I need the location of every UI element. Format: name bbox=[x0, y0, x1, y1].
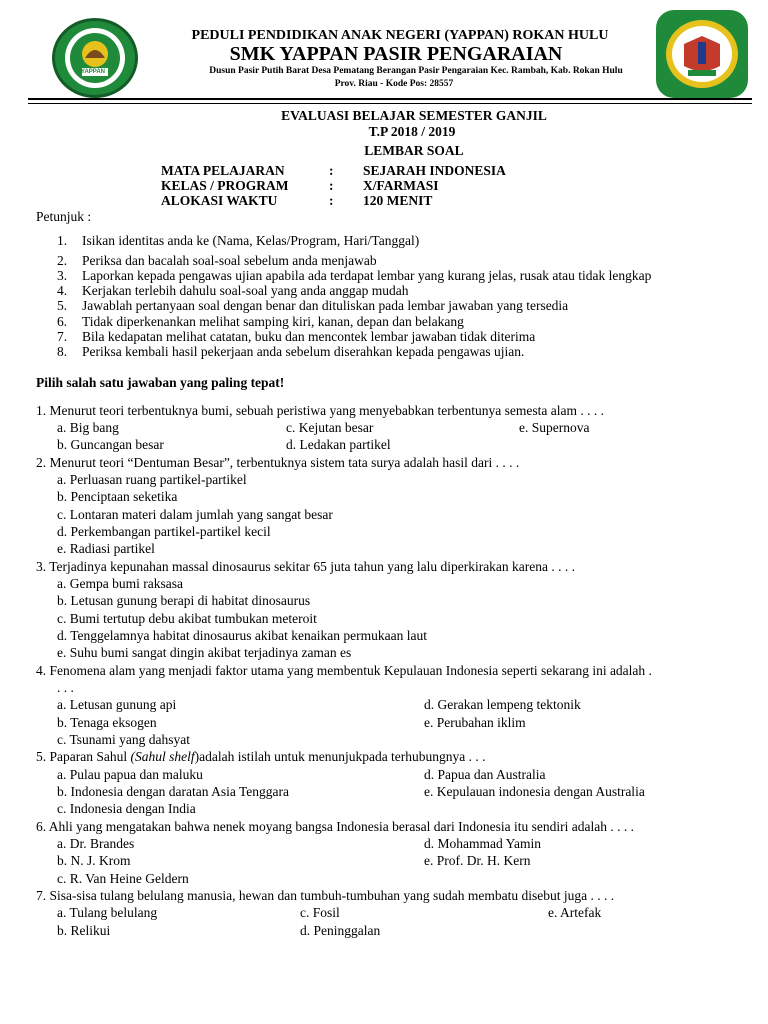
instruction-number: 4. bbox=[57, 283, 68, 298]
question-text-italic: (Sahul shelf bbox=[130, 749, 195, 764]
instruction-number: 3. bbox=[57, 268, 68, 283]
question-text: 3. Terjadinya kepunahan massal dinosaurus sekitar 65 juta tahun yang lalu diperkirakan karena . . . . bbox=[36, 559, 576, 574]
address-line: Dusun Pasir Putih Barat Desa Pematang Berangan Pasir Pengaraian Kec. Rambah, Kab. Rokan Hulu bbox=[209, 66, 623, 76]
option-a: a. Gempa bumi raksasa bbox=[57, 576, 183, 591]
info-label: MATA PELAJARAN bbox=[161, 163, 285, 178]
option-b: b. Letusan gunung berapi di habitat dinosaurus bbox=[57, 593, 311, 608]
instruction-number: 7. bbox=[57, 329, 68, 344]
option-e: e. Radiasi partikel bbox=[57, 541, 155, 556]
question-text-continued: . . . bbox=[57, 680, 74, 695]
question-text: 2. Menurut teori “Dentuman Besar”, terbentuknya sistem tata surya adalah hasil dari . . . . bbox=[36, 455, 520, 470]
option-d: d. Peninggalan bbox=[300, 923, 381, 938]
info-value: X/FARMASI bbox=[363, 178, 439, 193]
instruction-text: Periksa dan bacalah soal-soal sebelum anda menjawab bbox=[82, 253, 377, 268]
option-e: e. Suhu bumi sangat dingin akibat terjadinya zaman es bbox=[57, 645, 352, 660]
instructions-label: Petunjuk : bbox=[36, 209, 92, 224]
instruction-number: 2. bbox=[57, 253, 68, 268]
question-text bbox=[36, 748, 486, 765]
option-b: b. Tenaga eksogen bbox=[57, 715, 157, 730]
question-text: 4. Fenomena alam yang menjadi faktor utama yang membentuk Kepulauan Indonesia seperti sekarang ini adalah . bbox=[36, 663, 652, 678]
option-d: d. Tenggelamnya habitat dinosaurus akibat kenaikan permukaan laut bbox=[57, 628, 427, 643]
instruction-text: Periksa kembali hasil pekerjaan anda sebelum diserahkan kepada pengawas ujian. bbox=[82, 344, 525, 359]
option-b: b. N. J. Krom bbox=[57, 853, 131, 868]
instruction-number: 6. bbox=[57, 314, 68, 329]
option-b: b. Penciptaan seketika bbox=[57, 489, 178, 504]
school-year: T.P 2018 / 2019 bbox=[368, 124, 456, 139]
option-b: b. Guncangan besar bbox=[57, 437, 164, 452]
info-separator: : bbox=[329, 193, 334, 208]
info-separator: : bbox=[329, 163, 334, 178]
instruction-number: 8. bbox=[57, 344, 68, 359]
option-c: c. Bumi tertutup debu akibat tumbukan meteroit bbox=[57, 611, 317, 626]
question-text: 7. Sisa-sisa tulang belulang manusia, hewan dan tumbuh-tumbuhan yang sudah membatu disebut juga . . . . bbox=[36, 888, 615, 903]
info-label: KELAS / PROGRAM bbox=[161, 178, 289, 193]
question-text: 6. Ahli yang mengatakan bahwa nenek moyang bangsa Indonesia berasal dari Indonesia itu sendiri adalah . . . . bbox=[36, 819, 634, 834]
instruction-text: Bila kedapatan melihat catatan, buku dan mencontek lembar jawaban tidak diterima bbox=[82, 329, 536, 344]
yappan-logo-text: YAPPAN bbox=[81, 69, 106, 75]
section-title: Pilih salah satu jawaban yang paling tepat! bbox=[36, 375, 285, 390]
option-b: b. Indonesia dengan daratan Asia Tenggara bbox=[57, 784, 289, 799]
sheet-title: LEMBAR SOAL bbox=[364, 143, 464, 158]
option-a: a. Big bang bbox=[57, 420, 119, 435]
option-d: d. Gerakan lempeng tektonik bbox=[424, 697, 581, 712]
option-a: a. Perluasan ruang partikel-partikel bbox=[57, 472, 247, 487]
option-e: e. Artefak bbox=[548, 905, 602, 920]
option-d: d. Perkembangan partikel-partikel kecil bbox=[57, 524, 271, 539]
instruction-number: 1. bbox=[57, 233, 68, 248]
option-c: c. Indonesia dengan India bbox=[57, 801, 196, 816]
option-c: c. Kejutan besar bbox=[286, 420, 374, 435]
option-a: a. Letusan gunung api bbox=[57, 697, 177, 712]
question-text-end: )adalah istilah untuk menunjukpada terhubungnya . . . bbox=[194, 749, 486, 764]
info-value: 120 MENIT bbox=[363, 193, 433, 208]
option-a: a. Pulau papua dan maluku bbox=[57, 767, 203, 782]
info-separator: : bbox=[329, 178, 334, 193]
option-c: c. Tsunami yang dahsyat bbox=[57, 732, 191, 747]
org-name: PEDULI PENDIDIKAN ANAK NEGERI (YAPPAN) ROKAN HULU bbox=[191, 28, 609, 43]
header-divider bbox=[28, 98, 752, 104]
option-e: e. Perubahan iklim bbox=[424, 715, 526, 730]
option-a: a. Dr. Brandes bbox=[57, 836, 135, 851]
info-label: ALOKASI WAKTU bbox=[161, 193, 278, 208]
instruction-number: 5. bbox=[57, 298, 68, 313]
school-name: SMK YAPPAN PASIR PENGARAIAN bbox=[229, 43, 563, 65]
option-d: d. Mohammad Yamin bbox=[424, 836, 542, 851]
province-line: Prov. Riau - Kode Pos: 28557 bbox=[334, 79, 454, 89]
instruction-text: Laporkan kepada pengawas ujian apabila ada terdapat lembar yang kurang jelas, rusak atau tidak lengkap bbox=[82, 268, 652, 283]
instruction-text: Jawablah pertanyaan soal dengan benar dan dituliskan pada lembar jawaban yang tersedia bbox=[82, 298, 569, 313]
option-d: d. Papua dan Australia bbox=[424, 767, 546, 782]
instruction-text: Kerjakan terlebih dahulu soal-soal yang anda anggap mudah bbox=[82, 283, 409, 298]
question-text-start: 5. Paparan Sahul bbox=[36, 749, 131, 764]
option-a: a. Tulang belulang bbox=[57, 905, 158, 920]
option-d: d. Ledakan partikel bbox=[286, 437, 391, 452]
option-c: c. R. Van Heine Geldern bbox=[57, 871, 189, 886]
instruction-text: Tidak diperkenankan melihat samping kiri, kanan, depan dan belakang bbox=[82, 314, 464, 329]
option-b: b. Relikui bbox=[57, 923, 111, 938]
instruction-text: Isikan identitas anda ke (Nama, Kelas/Program, Hari/Tanggal) bbox=[82, 233, 420, 248]
option-c: c. Lontaran materi dalam jumlah yang sangat besar bbox=[57, 507, 333, 522]
exam-title: EVALUASI BELAJAR SEMESTER GANJIL bbox=[281, 108, 547, 123]
question-text: 1. Menurut teori terbentuknya bumi, sebuah peristiwa yang menyebabkan terbentunya semesta alam . . . . bbox=[36, 403, 604, 418]
option-e: e. Prof. Dr. H. Kern bbox=[424, 853, 531, 868]
option-c: c. Fosil bbox=[300, 905, 340, 920]
option-e: e. Supernova bbox=[519, 420, 590, 435]
option-e: e. Kepulauan indonesia dengan Australia bbox=[424, 784, 645, 799]
info-value: SEJARAH INDONESIA bbox=[363, 163, 506, 178]
